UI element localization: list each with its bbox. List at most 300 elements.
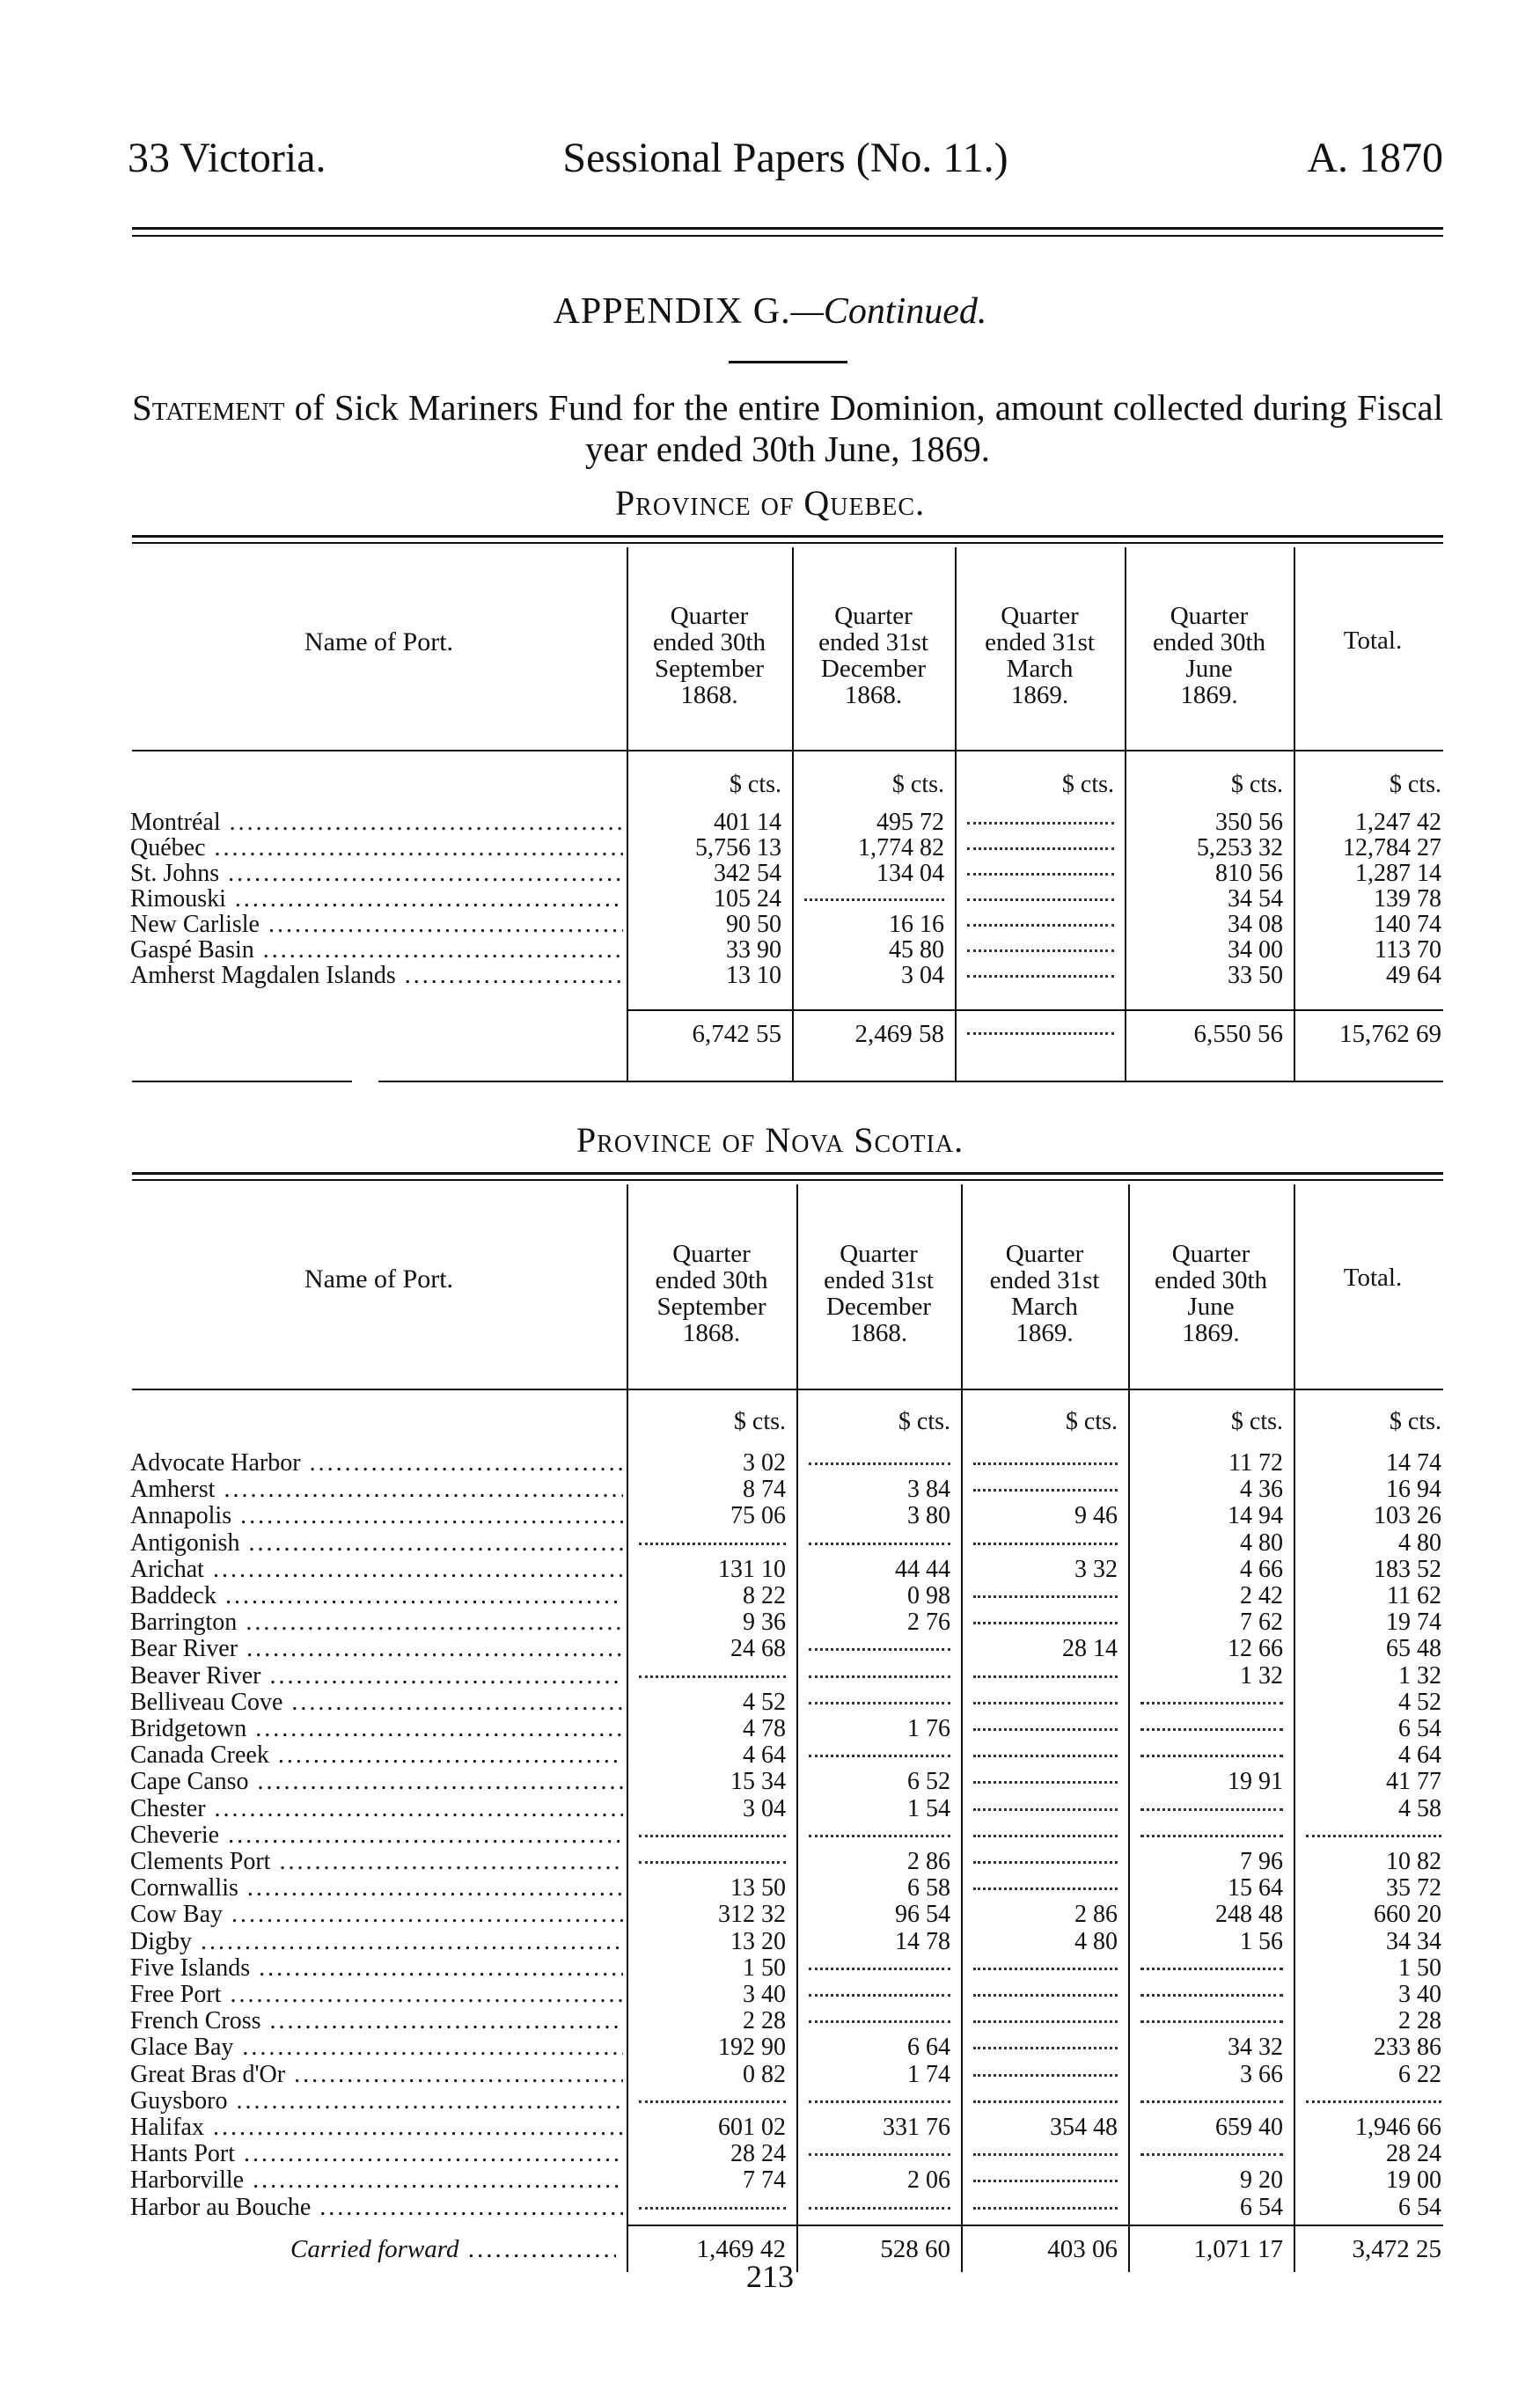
- amount-cell: 11 72: [1228, 1449, 1283, 1477]
- table-row: [0, 810, 1540, 835]
- amount-cell: 4 80: [1074, 1927, 1118, 1955]
- column-header-line: 1868.: [849, 1319, 908, 1347]
- amount-cell: 16 94: [1386, 1476, 1441, 1504]
- total-cell: 2,469 58: [854, 1020, 944, 1048]
- table-row: [0, 1609, 1540, 1635]
- amount-cell: 45 80: [889, 936, 944, 964]
- empty-amount-cell: [809, 1822, 950, 1837]
- port-name: Rimouski .....: [130, 886, 623, 912]
- total-cell: 15,762 69: [1339, 1020, 1441, 1048]
- empty-amount-cell: [1140, 1796, 1283, 1811]
- table-top-rule: [132, 535, 1443, 538]
- total-cell: 6,742 55: [692, 1020, 781, 1048]
- port-name: Advocate Harbor .....: [130, 1450, 623, 1476]
- amount-cell: 4 80: [1398, 1528, 1441, 1557]
- amount-cell: 659 40: [1215, 2114, 1283, 2141]
- table-row: [0, 1716, 1540, 1741]
- amount-cell: 810 56: [1215, 860, 1283, 887]
- empty-amount-cell: [1140, 1955, 1283, 1970]
- column-header-line: Quarter: [1001, 602, 1079, 630]
- column-header-4: [1128, 1241, 1294, 1346]
- column-header-3: [961, 1241, 1128, 1346]
- column-header-line: 1869.: [1182, 1319, 1240, 1347]
- amount-cell: 14 94: [1228, 1502, 1283, 1530]
- statement-lead: Statement: [132, 387, 285, 428]
- port-name: Halifax .....: [130, 2115, 623, 2140]
- column-header-line: ended 30th: [1152, 628, 1266, 656]
- port-name: New Carlisle .....: [130, 912, 623, 937]
- port-name: Clements Port .....: [130, 1849, 623, 1874]
- empty-amount-cell: [639, 1822, 786, 1837]
- empty-amount-cell: [973, 1450, 1118, 1465]
- amount-cell: 12 66: [1228, 1635, 1283, 1663]
- empty-amount-cell: [973, 2008, 1118, 2023]
- amount-cell: 2 28: [743, 2007, 786, 2035]
- amount-cell: 3 04: [901, 962, 944, 989]
- empty-amount-cell: [973, 2088, 1118, 2103]
- empty-amount-cell: [967, 937, 1114, 952]
- carried-forward-label: Carried forward .....: [290, 2235, 616, 2264]
- column-header-2: [792, 603, 955, 708]
- total-cell: 403 06: [1047, 2235, 1118, 2263]
- port-name: Free Port .....: [130, 1982, 623, 2007]
- unit-label: $ cts.: [1389, 1408, 1441, 1435]
- column-header-line: March: [1006, 655, 1074, 683]
- empty-amount-cell: [973, 1583, 1118, 1598]
- empty-amount-cell: [639, 1849, 786, 1864]
- amount-cell: 3 84: [907, 1476, 950, 1504]
- table-row: [0, 937, 1540, 963]
- port-name: French Cross .....: [130, 2008, 623, 2034]
- table-row: [0, 1530, 1540, 1556]
- port-name: Guysboro .....: [130, 2088, 623, 2114]
- empty-amount-cell: [809, 1450, 950, 1465]
- table-row: [0, 861, 1540, 886]
- port-name: Five Islands .....: [130, 1955, 623, 1981]
- amount-cell: 16 16: [889, 911, 944, 938]
- empty-amount-cell: [1140, 1742, 1283, 1757]
- amount-cell: 41 77: [1386, 1768, 1441, 1796]
- empty-total-cell: [967, 1020, 1114, 1035]
- empty-amount-cell: [973, 1982, 1118, 1997]
- table-row: [0, 1450, 1540, 1476]
- amount-cell: 19 74: [1386, 1609, 1441, 1637]
- amount-cell: 2 28: [1398, 2007, 1441, 2035]
- amount-cell: 3 40: [1398, 1981, 1441, 2008]
- empty-amount-cell: [1140, 2141, 1283, 2156]
- table-row: [0, 2141, 1540, 2166]
- empty-amount-cell: [809, 2141, 950, 2156]
- empty-amount-cell: [967, 886, 1114, 901]
- name-of-port-header: Name of Port.: [304, 627, 454, 656]
- empty-amount-cell: [967, 810, 1114, 825]
- port-name: Canada Creek .....: [130, 1742, 623, 1768]
- port-name: Amherst Magdalen Islands .....: [130, 963, 623, 988]
- amount-cell: 1,247 42: [1355, 809, 1441, 836]
- amount-cell: 1,774 82: [858, 834, 944, 861]
- unit-label: $ cts.: [1065, 1408, 1118, 1435]
- table-row: [0, 1955, 1540, 1981]
- empty-amount-cell: [809, 1663, 950, 1678]
- amount-cell: 113 70: [1375, 936, 1441, 964]
- amount-cell: 34 08: [1228, 911, 1283, 938]
- column-header-line: ended 30th: [655, 1266, 768, 1294]
- sessional-papers-label: Sessional Papers (No. 11.): [562, 135, 1008, 181]
- empty-amount-cell: [809, 2088, 950, 2103]
- column-header-line: ended 30th: [652, 628, 766, 656]
- empty-amount-cell: [1306, 1822, 1441, 1837]
- amount-cell: 2 86: [907, 1848, 950, 1875]
- port-name: Chester .....: [130, 1796, 623, 1822]
- table-row: [0, 2167, 1540, 2193]
- amount-cell: 331 76: [883, 2114, 950, 2141]
- amount-cell: 44 44: [895, 1555, 950, 1583]
- column-header-line: Quarter: [1171, 1240, 1250, 1268]
- amount-cell: 140 74: [1374, 911, 1441, 938]
- empty-amount-cell: [1140, 1982, 1283, 1997]
- empty-amount-cell: [809, 1955, 950, 1970]
- column-header-line: Quarter: [834, 602, 913, 630]
- column-header-line: September: [654, 655, 764, 683]
- table-row: [0, 1822, 1540, 1848]
- column-header-5: [1294, 1264, 1452, 1291]
- amount-cell: 350 56: [1215, 809, 1283, 836]
- table-row: [0, 1742, 1540, 1768]
- port-name: Annapolis .....: [130, 1503, 623, 1528]
- amount-cell: 3 40: [743, 1981, 786, 2008]
- unit-label: $ cts.: [1230, 1408, 1283, 1435]
- unit-label: $ cts.: [1061, 771, 1114, 798]
- empty-amount-cell: [973, 1822, 1118, 1837]
- empty-amount-cell: [973, 1690, 1118, 1704]
- port-name: Gaspé Basin .....: [130, 937, 623, 963]
- port-name: St. Johns .....: [130, 861, 623, 886]
- port-name: Barrington .....: [130, 1609, 623, 1635]
- amount-cell: 13 50: [730, 1874, 786, 1902]
- table-bottom-rule-1: [132, 1081, 352, 1082]
- unit-label: $ cts.: [729, 771, 781, 798]
- column-header-line: ended 31st: [985, 628, 1095, 656]
- column-header-3: [955, 603, 1125, 708]
- amount-cell: 15 64: [1228, 1874, 1283, 1902]
- column-header-line: Quarter: [1005, 1240, 1084, 1268]
- amount-cell: 2 42: [1240, 1582, 1283, 1609]
- table-row: [0, 1690, 1540, 1715]
- port-name: Hants Port .....: [130, 2141, 623, 2166]
- amount-cell: 9 20: [1240, 2166, 1283, 2195]
- empty-amount-cell: [639, 2088, 786, 2103]
- empty-amount-cell: [809, 1742, 950, 1757]
- total-cell: 1,469 42: [696, 2235, 786, 2263]
- page-number: 213: [746, 2259, 794, 2294]
- table-row: [0, 1902, 1540, 1927]
- amount-cell: 19 00: [1386, 2166, 1441, 2195]
- empty-amount-cell: [973, 1609, 1118, 1624]
- table-row: [0, 912, 1540, 937]
- amount-cell: 33 90: [726, 936, 781, 964]
- amount-cell: 49 64: [1386, 962, 1441, 989]
- empty-amount-cell: [639, 1530, 786, 1545]
- table-row: [0, 963, 1540, 988]
- column-header-line: Quarter: [670, 602, 749, 630]
- empty-amount-cell: [973, 1716, 1118, 1731]
- port-name: Harbor au Bouche .....: [130, 2195, 623, 2220]
- table-row: [0, 1929, 1540, 1954]
- unit-label: $ cts.: [1230, 771, 1283, 798]
- amount-cell: 4 80: [1240, 1528, 1283, 1557]
- header-bottom-rule: [132, 750, 1443, 751]
- amount-cell: 4 64: [1398, 1741, 1441, 1770]
- amount-cell: 134 04: [876, 860, 944, 887]
- running-header: [128, 134, 1443, 187]
- province-nova-scotia-title: Province of Nova Scotia.: [576, 1120, 964, 1160]
- amount-cell: 192 90: [718, 2034, 786, 2062]
- table-row: [0, 2195, 1540, 2220]
- empty-amount-cell: [973, 2034, 1118, 2049]
- empty-amount-cell: [973, 1742, 1118, 1757]
- table-top-rule: [132, 1172, 1443, 1175]
- amount-cell: 601 02: [718, 2114, 786, 2141]
- empty-amount-cell: [973, 1796, 1118, 1811]
- amount-cell: 4 66: [1240, 1555, 1283, 1583]
- amount-cell: 4 52: [1398, 1688, 1441, 1716]
- column-header-line: 1869.: [1016, 1319, 1074, 1347]
- amount-cell: 65 48: [1386, 1635, 1441, 1663]
- empty-amount-cell: [809, 2008, 950, 2023]
- amount-cell: 248 48: [1215, 1901, 1283, 1929]
- amount-cell: 5,253 32: [1197, 834, 1283, 861]
- amount-cell: 6 54: [1398, 1715, 1441, 1742]
- table-row: [0, 1769, 1540, 1794]
- column-header-line: ended 30th: [1154, 1266, 1268, 1294]
- amount-cell: 10 82: [1386, 1848, 1441, 1875]
- amount-cell: 28 24: [730, 2140, 786, 2168]
- empty-amount-cell: [967, 861, 1114, 876]
- empty-amount-cell: [967, 835, 1114, 850]
- header-rule-top: [132, 227, 1443, 230]
- appendix-title-text: APPENDIX G.: [553, 291, 791, 332]
- empty-amount-cell: [973, 2141, 1118, 2156]
- amount-cell: 34 34: [1386, 1927, 1441, 1955]
- amount-cell: 34 54: [1228, 885, 1283, 913]
- column-header-line: March: [1011, 1293, 1078, 1321]
- empty-amount-cell: [1140, 2088, 1283, 2103]
- amount-cell: 2 76: [907, 1609, 950, 1637]
- empty-amount-cell: [973, 2062, 1118, 2077]
- amount-cell: 15 34: [730, 1768, 786, 1796]
- sum-rule-1: [627, 1009, 1443, 1011]
- amount-cell: 312 32: [718, 1901, 786, 1929]
- table-bottom-rule-2: [378, 1081, 1443, 1082]
- amount-cell: 3 32: [1074, 1555, 1118, 1583]
- amount-cell: 660 20: [1374, 1901, 1441, 1929]
- empty-amount-cell: [1140, 1690, 1283, 1704]
- header-bottom-rule: [132, 1389, 1443, 1390]
- column-header-line: 1869.: [1010, 681, 1069, 709]
- column-header-line: December: [825, 1293, 932, 1321]
- column-header-line: 1868.: [682, 1319, 741, 1347]
- header-rule-bottom: [132, 235, 1443, 237]
- port-name: Bear River .....: [130, 1636, 623, 1661]
- year-label: A. 1870: [1307, 135, 1443, 181]
- empty-amount-cell: [1306, 2088, 1441, 2103]
- empty-amount-cell: [973, 1875, 1118, 1890]
- table-row: [0, 2008, 1540, 2034]
- amount-cell: 495 72: [876, 809, 944, 836]
- table-row: [0, 1583, 1540, 1609]
- port-name: Cheverie .....: [130, 1822, 623, 1848]
- amount-cell: 8 74: [743, 1476, 786, 1504]
- table-row: [0, 1663, 1540, 1689]
- empty-amount-cell: [973, 2167, 1118, 2182]
- unit-label: $ cts.: [1389, 771, 1441, 798]
- appendix-title: [0, 290, 1540, 333]
- amount-cell: 183 52: [1374, 1555, 1441, 1583]
- session-label: 33 Victoria.: [128, 135, 326, 181]
- column-header-line: Total.: [1343, 627, 1403, 655]
- amount-cell: 1,287 14: [1355, 860, 1441, 887]
- port-name: Québec .....: [130, 835, 623, 861]
- column-header-1: [627, 1241, 796, 1346]
- port-name: Belliveau Cove .....: [130, 1690, 623, 1715]
- amount-cell: 4 36: [1240, 1476, 1283, 1504]
- amount-cell: 6 54: [1240, 2193, 1283, 2221]
- amount-cell: 90 50: [726, 911, 781, 938]
- amount-cell: 7 74: [743, 2166, 786, 2195]
- amount-cell: 0 82: [743, 2060, 786, 2088]
- empty-amount-cell: [973, 1849, 1118, 1864]
- amount-cell: 3 66: [1240, 2060, 1283, 2088]
- amount-cell: 1 54: [907, 1794, 950, 1822]
- amount-cell: 19 91: [1228, 1768, 1283, 1796]
- empty-amount-cell: [967, 912, 1114, 927]
- empty-amount-cell: [809, 2195, 950, 2210]
- amount-cell: 139 78: [1374, 885, 1441, 913]
- amount-cell: 9 46: [1074, 1502, 1118, 1530]
- amount-cell: 4 52: [743, 1688, 786, 1716]
- name-of-port-header: Name of Port.: [304, 1264, 454, 1294]
- amount-cell: 233 86: [1374, 2034, 1441, 2062]
- port-name: Antigonish .....: [130, 1530, 623, 1556]
- amount-cell: 2 86: [1074, 1901, 1118, 1929]
- amount-cell: 33 50: [1228, 962, 1283, 989]
- amount-cell: 3 04: [743, 1794, 786, 1822]
- column-header-line: Quarter: [1170, 602, 1249, 630]
- amount-cell: 11 62: [1387, 1582, 1441, 1609]
- amount-cell: 8 22: [743, 1582, 786, 1609]
- column-header-line: September: [656, 1293, 766, 1321]
- port-name: Digby .....: [130, 1929, 623, 1954]
- amount-cell: 1,946 66: [1355, 2114, 1441, 2141]
- unit-label: $ cts.: [891, 771, 944, 798]
- amount-cell: 6 52: [907, 1768, 950, 1796]
- amount-cell: 0 98: [907, 1582, 950, 1609]
- amount-cell: 105 24: [714, 885, 781, 913]
- amount-cell: 1 76: [907, 1715, 950, 1742]
- empty-amount-cell: [973, 1769, 1118, 1784]
- port-name: Baddeck .....: [130, 1583, 623, 1609]
- column-header-line: June: [1185, 655, 1233, 683]
- empty-amount-cell: [1140, 2008, 1283, 2023]
- column-header-line: Quarter: [840, 1240, 918, 1268]
- amount-cell: 4 64: [743, 1741, 786, 1770]
- port-name: Cornwallis .....: [130, 1875, 623, 1901]
- table-row: [0, 1796, 1540, 1822]
- empty-amount-cell: [639, 2195, 786, 2210]
- amount-cell: 1 56: [1240, 1927, 1283, 1955]
- column-header-line: December: [820, 655, 927, 683]
- table-row: [0, 1875, 1540, 1901]
- table-row: [0, 1477, 1540, 1502]
- amount-cell: 5,756 13: [695, 834, 781, 861]
- table-row: [0, 2115, 1540, 2140]
- column-header-line: ended 31st: [818, 628, 928, 656]
- port-name: Glace Bay .....: [130, 2034, 623, 2060]
- table-row: [0, 1503, 1540, 1528]
- amount-cell: 34 00: [1228, 936, 1283, 964]
- table-row: [0, 1636, 1540, 1661]
- total-cell: 528 60: [880, 2235, 950, 2263]
- empty-amount-cell: [973, 1955, 1118, 1970]
- empty-amount-cell: [809, 1690, 950, 1704]
- empty-amount-cell: [973, 1477, 1118, 1492]
- total-cell: 1,071 17: [1193, 2235, 1283, 2263]
- table-row: [0, 2062, 1540, 2087]
- amount-cell: 28 14: [1062, 1635, 1118, 1663]
- amount-cell: 7 96: [1240, 1848, 1283, 1875]
- table-row: [0, 2088, 1540, 2114]
- port-name: Arichat .....: [130, 1557, 623, 1582]
- amount-cell: 75 06: [730, 1502, 786, 1530]
- table-row: [0, 2034, 1540, 2060]
- amount-cell: 14 74: [1386, 1449, 1441, 1477]
- amount-cell: 4 58: [1398, 1794, 1441, 1822]
- port-name: Bridgetown .....: [130, 1716, 623, 1741]
- amount-cell: 1 50: [1398, 1954, 1441, 1982]
- empty-amount-cell: [809, 1530, 950, 1545]
- empty-amount-cell: [973, 2195, 1118, 2210]
- column-header-4: [1125, 603, 1294, 708]
- sum-rule-1: [627, 2225, 1443, 2226]
- port-name: Montréal .....: [130, 810, 623, 835]
- amount-cell: 342 54: [714, 860, 781, 887]
- amount-cell: 3 80: [907, 1502, 950, 1530]
- statement-text: of Sick Mariners Fund for the entire Dominion, amount collected during Fiscal year ended 30th June, 1869.: [294, 387, 1443, 469]
- column-header-line: Total.: [1343, 1264, 1403, 1292]
- amount-cell: 1 74: [907, 2060, 950, 2088]
- empty-amount-cell: [973, 1663, 1118, 1678]
- amount-cell: 4 78: [743, 1715, 786, 1742]
- total-cell: 3,472 25: [1352, 2235, 1441, 2263]
- empty-amount-cell: [1140, 1716, 1283, 1731]
- empty-amount-cell: [809, 1636, 950, 1651]
- amount-cell: 12,784 27: [1343, 834, 1441, 861]
- amount-cell: 1 32: [1240, 1661, 1283, 1690]
- amount-cell: 13 10: [726, 962, 781, 989]
- table-row: [0, 1849, 1540, 1874]
- port-name: Beaver River .....: [130, 1663, 623, 1689]
- column-header-line: June: [1187, 1293, 1235, 1321]
- column-header-1: [627, 603, 792, 708]
- table-row: [0, 1982, 1540, 2007]
- empty-amount-cell: [809, 1982, 950, 1997]
- amount-cell: 401 14: [714, 809, 781, 836]
- amount-cell: 14 78: [895, 1927, 950, 1955]
- amount-cell: 3 02: [743, 1449, 786, 1477]
- column-header-line: ended 31st: [989, 1266, 1100, 1294]
- column-header-line: 1868.: [844, 681, 903, 709]
- amount-cell: 354 48: [1050, 2114, 1118, 2141]
